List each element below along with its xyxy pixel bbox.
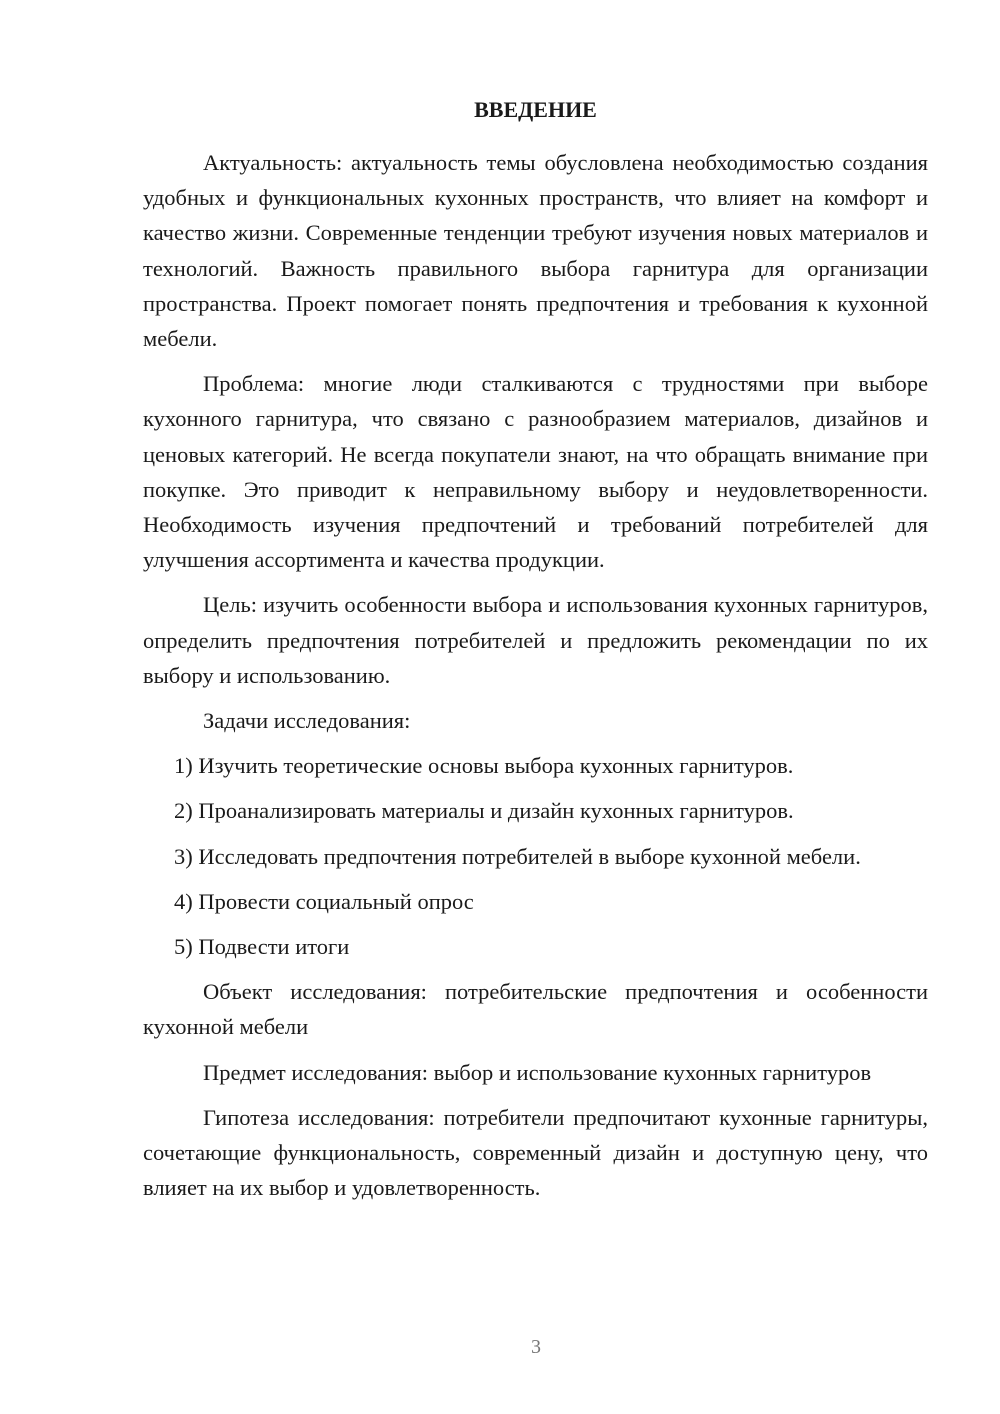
document-page <box>143 95 928 1215</box>
subject-paragraph: Предмет исследования: выбор и использование кухонных гарнитуров <box>203 1059 872 1085</box>
task-item: 2) Проанализировать материалы и дизайн кухонных гарнитуров. <box>174 798 794 824</box>
tasks-heading: Задачи исследования: <box>203 708 411 734</box>
hypothesis-paragraph: Гипотеза исследования: потребители предпочитают кухонные гарнитуры, сочетающие функциональность, современный дизайн и доступную цену, что влияет на их выбор и удовлетворенность. <box>143 1104 928 1201</box>
object-paragraph: Объект исследования: потребительские предпочтения и особенности кухонной мебели <box>143 979 928 1040</box>
task-item: 1) Изучить теоретические основы выбора кухонных гарнитуров. <box>174 753 794 779</box>
task-item: 4) Провести социальный опрос <box>174 888 474 914</box>
page-number: 3 <box>531 1336 541 1358</box>
problem-paragraph: Проблема: многие люди сталкиваются с трудностями при выборе кухонного гарнитура, что связано с разнообразием материалов, дизайнов и ценовых категорий. Не всегда покупатели знают, на что обращать внимание при покупке. Это приводит к неправильному выбору и неудовлетворенности. Необходимость изучения предпочтений и требований потребителей для улучшения ассортимента и качества продукции. <box>143 371 928 573</box>
task-item: 3) Исследовать предпочтения потребителей в выборе кухонной мебели. <box>174 843 861 869</box>
relevance-paragraph: Актуальность: актуальность темы обусловлена необходимостью создания удобных и функциональных кухонных пространств, что влияет на комфорт и качество жизни. Современные тенденции требуют изучения новых материалов и технологий. Важность правильного выбора гарнитура для организации пространства. Проект помогает понять предпочтения и требования к кухонной мебели. <box>143 150 928 352</box>
task-item: 5) Подвести итоги <box>174 934 350 960</box>
section-title: ВВЕДЕНИЕ <box>474 97 597 122</box>
goal-paragraph: Цель: изучить особенности выбора и использования кухонных гарнитуров, определить предпочтения потребителей и предложить рекомендации по их выбору и использованию. <box>143 592 928 688</box>
